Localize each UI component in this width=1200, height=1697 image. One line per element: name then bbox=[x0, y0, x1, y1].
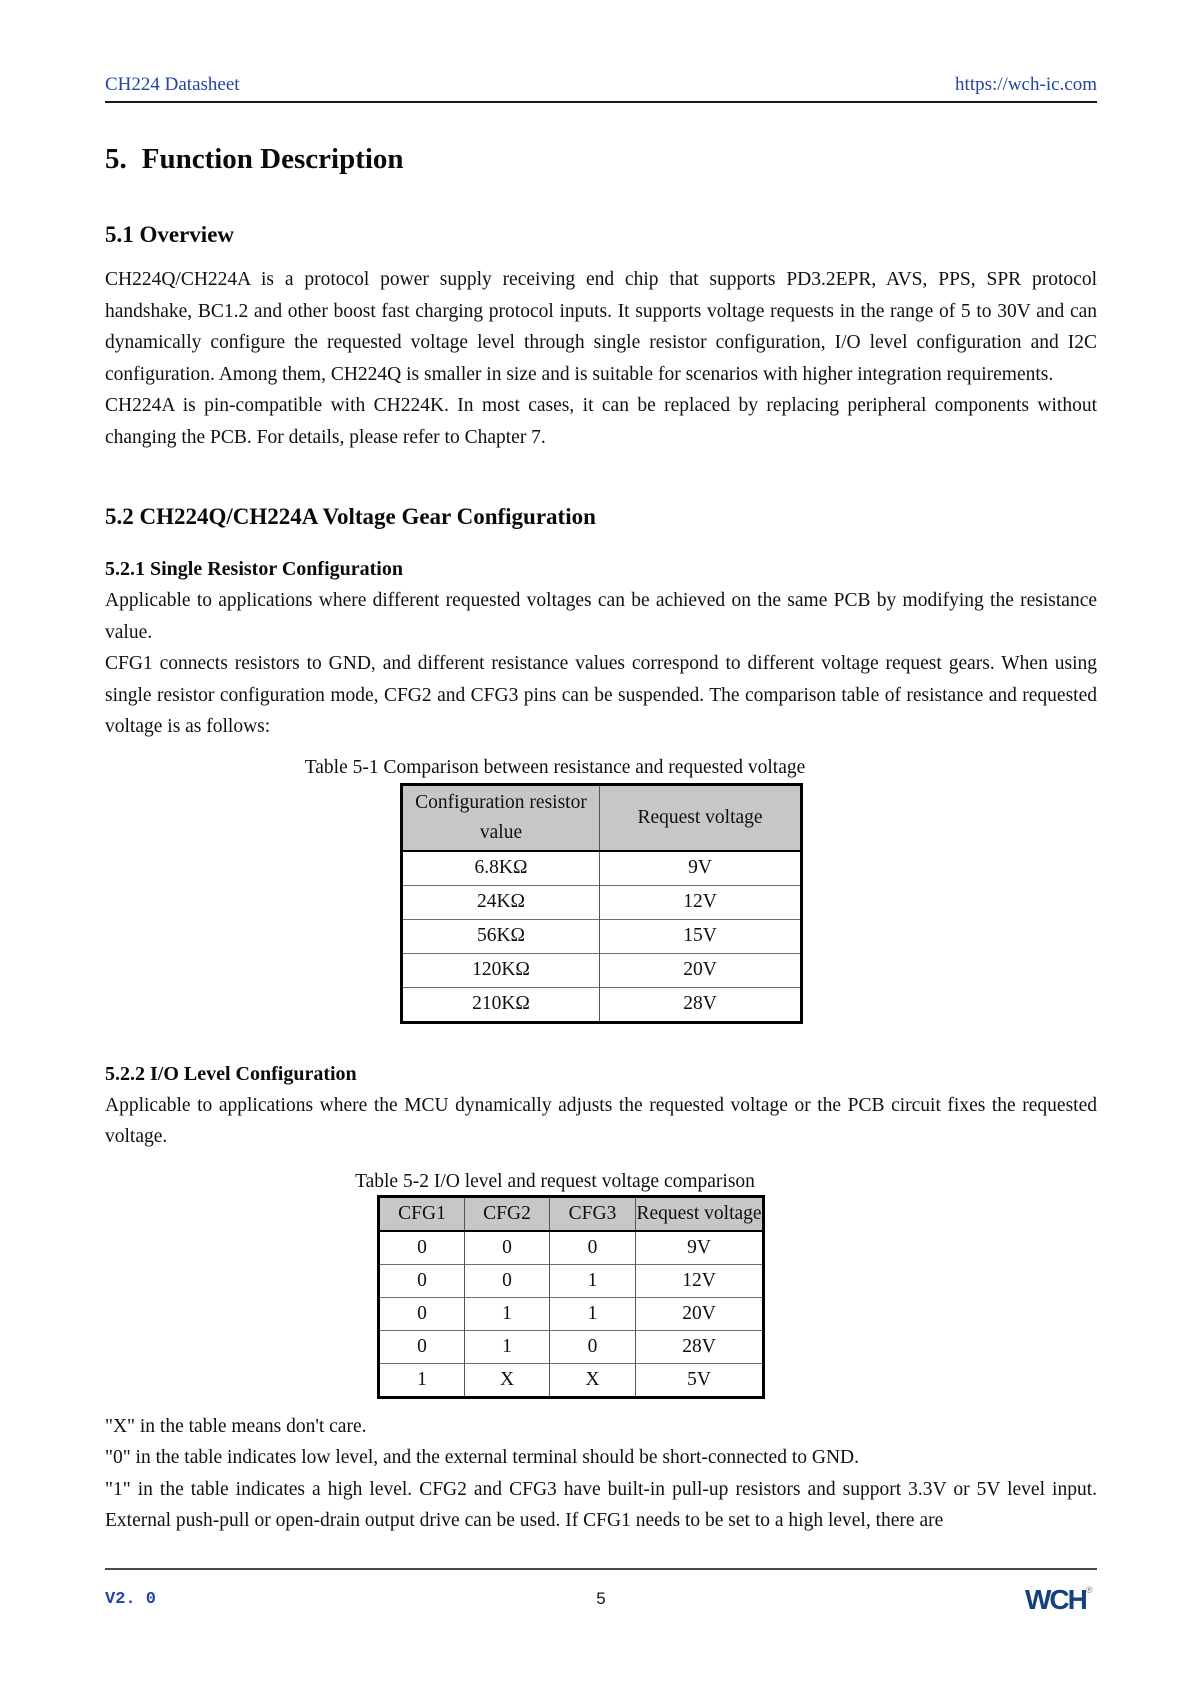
table-row bbox=[402, 851, 802, 886]
table-row bbox=[379, 1231, 764, 1265]
cfg1-level: 0 bbox=[379, 1231, 465, 1265]
table52-col-header-cfg3: CFG3 bbox=[550, 1196, 636, 1231]
table-header-row bbox=[402, 784, 802, 851]
overview-paragraph-2: CH224A is pin-compatible with CH224K. In most cases, it can be replaced by replacing peripheral components without changing the PCB. For details, please refer to Chapter 7. bbox=[105, 395, 1097, 448]
table-row bbox=[402, 919, 802, 953]
table-row bbox=[379, 1363, 764, 1397]
subsection-heading-io-level: 5.2.2 I/O Level Configuration bbox=[105, 1062, 357, 1085]
cfg1-level: 1 bbox=[379, 1363, 465, 1397]
resistor-value: 6.8KΩ bbox=[402, 851, 600, 886]
cfg2-level: 1 bbox=[465, 1330, 550, 1363]
note-zero-low-level: "0" in the table indicates low level, and the external terminal should be short-connected to GND. bbox=[105, 1447, 859, 1468]
table52-col-header-voltage: Request voltage bbox=[636, 1196, 764, 1231]
table-row bbox=[379, 1330, 764, 1363]
wch-logo-registered-mark: ® bbox=[1086, 1585, 1093, 1595]
page-header bbox=[105, 0, 1097, 103]
table-header-row bbox=[379, 1196, 764, 1231]
wch-logo-icon bbox=[1023, 1582, 1097, 1616]
cfg3-level: 0 bbox=[550, 1231, 636, 1265]
note-one-high-level: "1" in the table indicates a high level. CFG2 and CFG3 have built-in pull-up resistors and support 3.3V or 5V level input. External push-pull or open-drain output drive can be used. If CFG1 needs to be set to a high level, there are bbox=[105, 1478, 1097, 1531]
cfg1-level: 0 bbox=[379, 1264, 465, 1297]
cfg2-level: 0 bbox=[465, 1264, 550, 1297]
table-row bbox=[402, 987, 802, 1022]
wch-logo-text: WCH bbox=[1025, 1584, 1086, 1615]
table52-caption: Table 5-2 I/O level and request voltage comparison bbox=[355, 1170, 755, 1192]
request-voltage: 9V bbox=[600, 851, 802, 886]
resistor-value: 210KΩ bbox=[402, 987, 600, 1022]
request-voltage: 12V bbox=[636, 1264, 764, 1297]
cfg2-level: 1 bbox=[465, 1297, 550, 1330]
chapter-number: 5. bbox=[105, 143, 127, 175]
request-voltage: 12V bbox=[600, 885, 802, 919]
table-row bbox=[379, 1297, 764, 1330]
table-row bbox=[402, 953, 802, 987]
resistor-value: 24KΩ bbox=[402, 885, 600, 919]
cfg3-level: 1 bbox=[550, 1297, 636, 1330]
overview-paragraph-1: CH224Q/CH224A is a protocol power supply receiving end chip that supports PD3.2EPR, AVS, PPS, SPR protocol handshake, BC1.2 and other boost fast charging protocol inputs. It supports voltage requests in the range of 5 to 30V and can dynamically configure the requested voltage level through single resistor configuration, I/O level configuration and I2C configuration. Among them, CH224Q is smaller in size and is suitable for scenarios with higher integration requirements. bbox=[105, 269, 1097, 385]
header-doc-title: CH224 Datasheet bbox=[105, 74, 240, 95]
chapter-title-text: Function Description bbox=[141, 143, 404, 175]
table51-caption: Table 5-1 Comparison between resistance and requested voltage bbox=[304, 756, 806, 778]
header-site-link[interactable]: https://wch-ic.com bbox=[955, 74, 1097, 95]
section-heading-overview: 5.1 Overview bbox=[105, 222, 235, 247]
page-content bbox=[105, 142, 1097, 1537]
single-resistor-paragraph-2: CFG1 connects resistors to GND, and different resistance values correspond to different voltage request gears. When using single resistor configuration mode, CFG2 and CFG3 pins can be suspended. The comparison table of resistance and requested voltage is as follows: bbox=[105, 653, 1097, 737]
table52-col-header-cfg2: CFG2 bbox=[465, 1196, 550, 1231]
table51-col-header-resistor: Configuration resistor value bbox=[402, 784, 600, 851]
cfg1-level: 0 bbox=[379, 1330, 465, 1363]
table52-col-header-cfg1: CFG1 bbox=[379, 1196, 465, 1231]
section-heading-voltage-gear: 5.2 CH224Q/CH224A Voltage Gear Configuration bbox=[105, 504, 596, 529]
table-io-level-voltage bbox=[377, 1195, 765, 1399]
subsection-heading-single-resistor: 5.2.1 Single Resistor Configuration bbox=[105, 558, 403, 580]
cfg3-level: X bbox=[550, 1363, 636, 1397]
request-voltage: 15V bbox=[600, 919, 802, 953]
table51-col-header-voltage: Request voltage bbox=[600, 784, 802, 851]
request-voltage: 20V bbox=[636, 1297, 764, 1330]
resistor-value: 56KΩ bbox=[402, 919, 600, 953]
footer-page-number: 5 bbox=[596, 1589, 606, 1608]
table-row bbox=[402, 885, 802, 919]
cfg2-level: X bbox=[465, 1363, 550, 1397]
cfg3-level: 1 bbox=[550, 1264, 636, 1297]
io-level-notes bbox=[105, 1411, 1097, 1537]
footer-logo-container bbox=[766, 1582, 1097, 1616]
request-voltage: 5V bbox=[636, 1363, 764, 1397]
resistor-value: 120KΩ bbox=[402, 953, 600, 987]
cfg1-level: 0 bbox=[379, 1297, 465, 1330]
request-voltage: 20V bbox=[600, 953, 802, 987]
page-footer bbox=[105, 1568, 1097, 1616]
request-voltage: 9V bbox=[636, 1231, 764, 1265]
table-resistance-voltage bbox=[400, 783, 803, 1024]
footer-version: V2. 0 bbox=[105, 1589, 157, 1609]
table-row bbox=[379, 1264, 764, 1297]
note-x-dont-care: "X" in the table means don't care. bbox=[105, 1415, 367, 1437]
cfg2-level: 0 bbox=[465, 1231, 550, 1265]
chapter-title bbox=[105, 142, 1097, 176]
single-resistor-paragraph-1: Applicable to applications where different requested voltages can be achieved on the same PCB by modifying the resistance value. bbox=[105, 590, 1097, 643]
cfg3-level: 0 bbox=[550, 1330, 636, 1363]
io-level-paragraph-1: Applicable to applications where the MCU dynamically adjusts the requested voltage or the PCB circuit fixes the requested voltage. bbox=[105, 1094, 1097, 1147]
request-voltage: 28V bbox=[636, 1330, 764, 1363]
request-voltage: 28V bbox=[600, 987, 802, 1022]
